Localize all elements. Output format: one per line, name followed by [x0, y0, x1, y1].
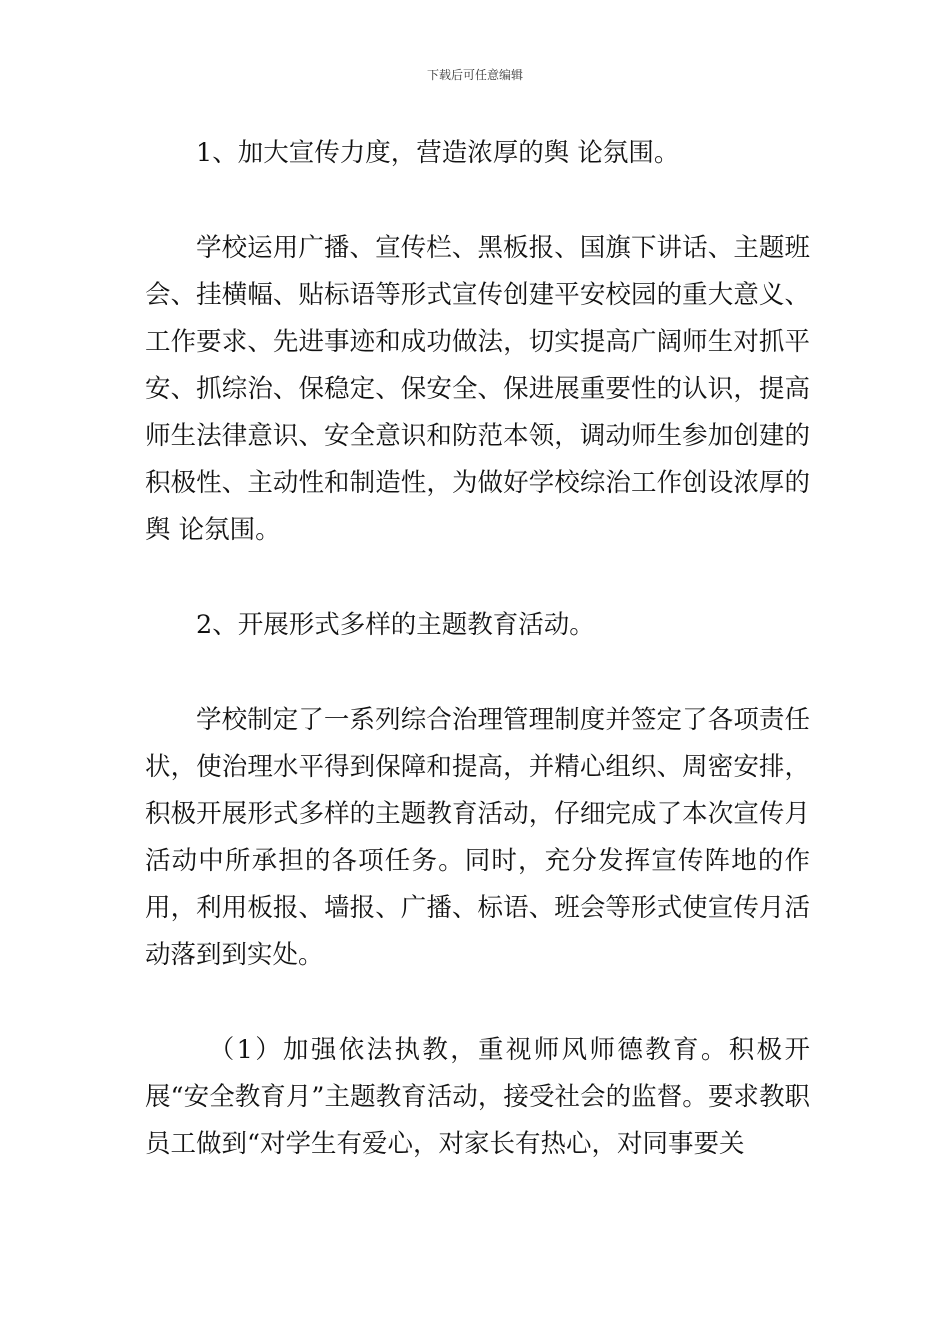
- section-heading-2: 2、开展形式多样的主题教育活动。: [196, 610, 595, 640]
- paragraph-activities: 学校制定了一系列综合治理管理制度并签定了各项责任状，使治理水平得到保障和提高，并精心组织、周密安排，积极开展形式多样的主题教育活动，仔细完成了本次宣传月活动中所承担的各项任务。同时，充分发挥宣传阵地的作用，利用板报、墙报、广播、标语、班会等形式使宣传月活动落到到实处。: [145, 705, 810, 970]
- paragraph-subitem-1: （1）加强依法执教，重视师风师德教育。积极开展“安全教育月”主题教育活动，接受社会的监督。要求教职员工做到“对学生有爱心，对家长有热心，对同事要关: [145, 1035, 810, 1159]
- section-heading-1: 1、加大宣传力度，营造浓厚的舆 论氛围。: [196, 138, 680, 168]
- document-body: [145, 130, 810, 1168]
- paragraph-publicity: 学校运用广播、宣传栏、黑板报、国旗下讲话、主题班会、挂横幅、贴标语等形式宣传创建平安校园的重大意义、工作要求、先进事迹和成功做法，切实提高广阔师生对抓平安、抓综治、保稳定、保安全、保进展重要性的认识，提高师生法律意识、安全意识和防范本领，调动师生参加创建的积极性、主动性和制造性，为做好学校综治工作创设浓厚的舆 论氛围。: [145, 233, 810, 545]
- page-header-note: 下载后可任意编辑: [426, 68, 523, 82]
